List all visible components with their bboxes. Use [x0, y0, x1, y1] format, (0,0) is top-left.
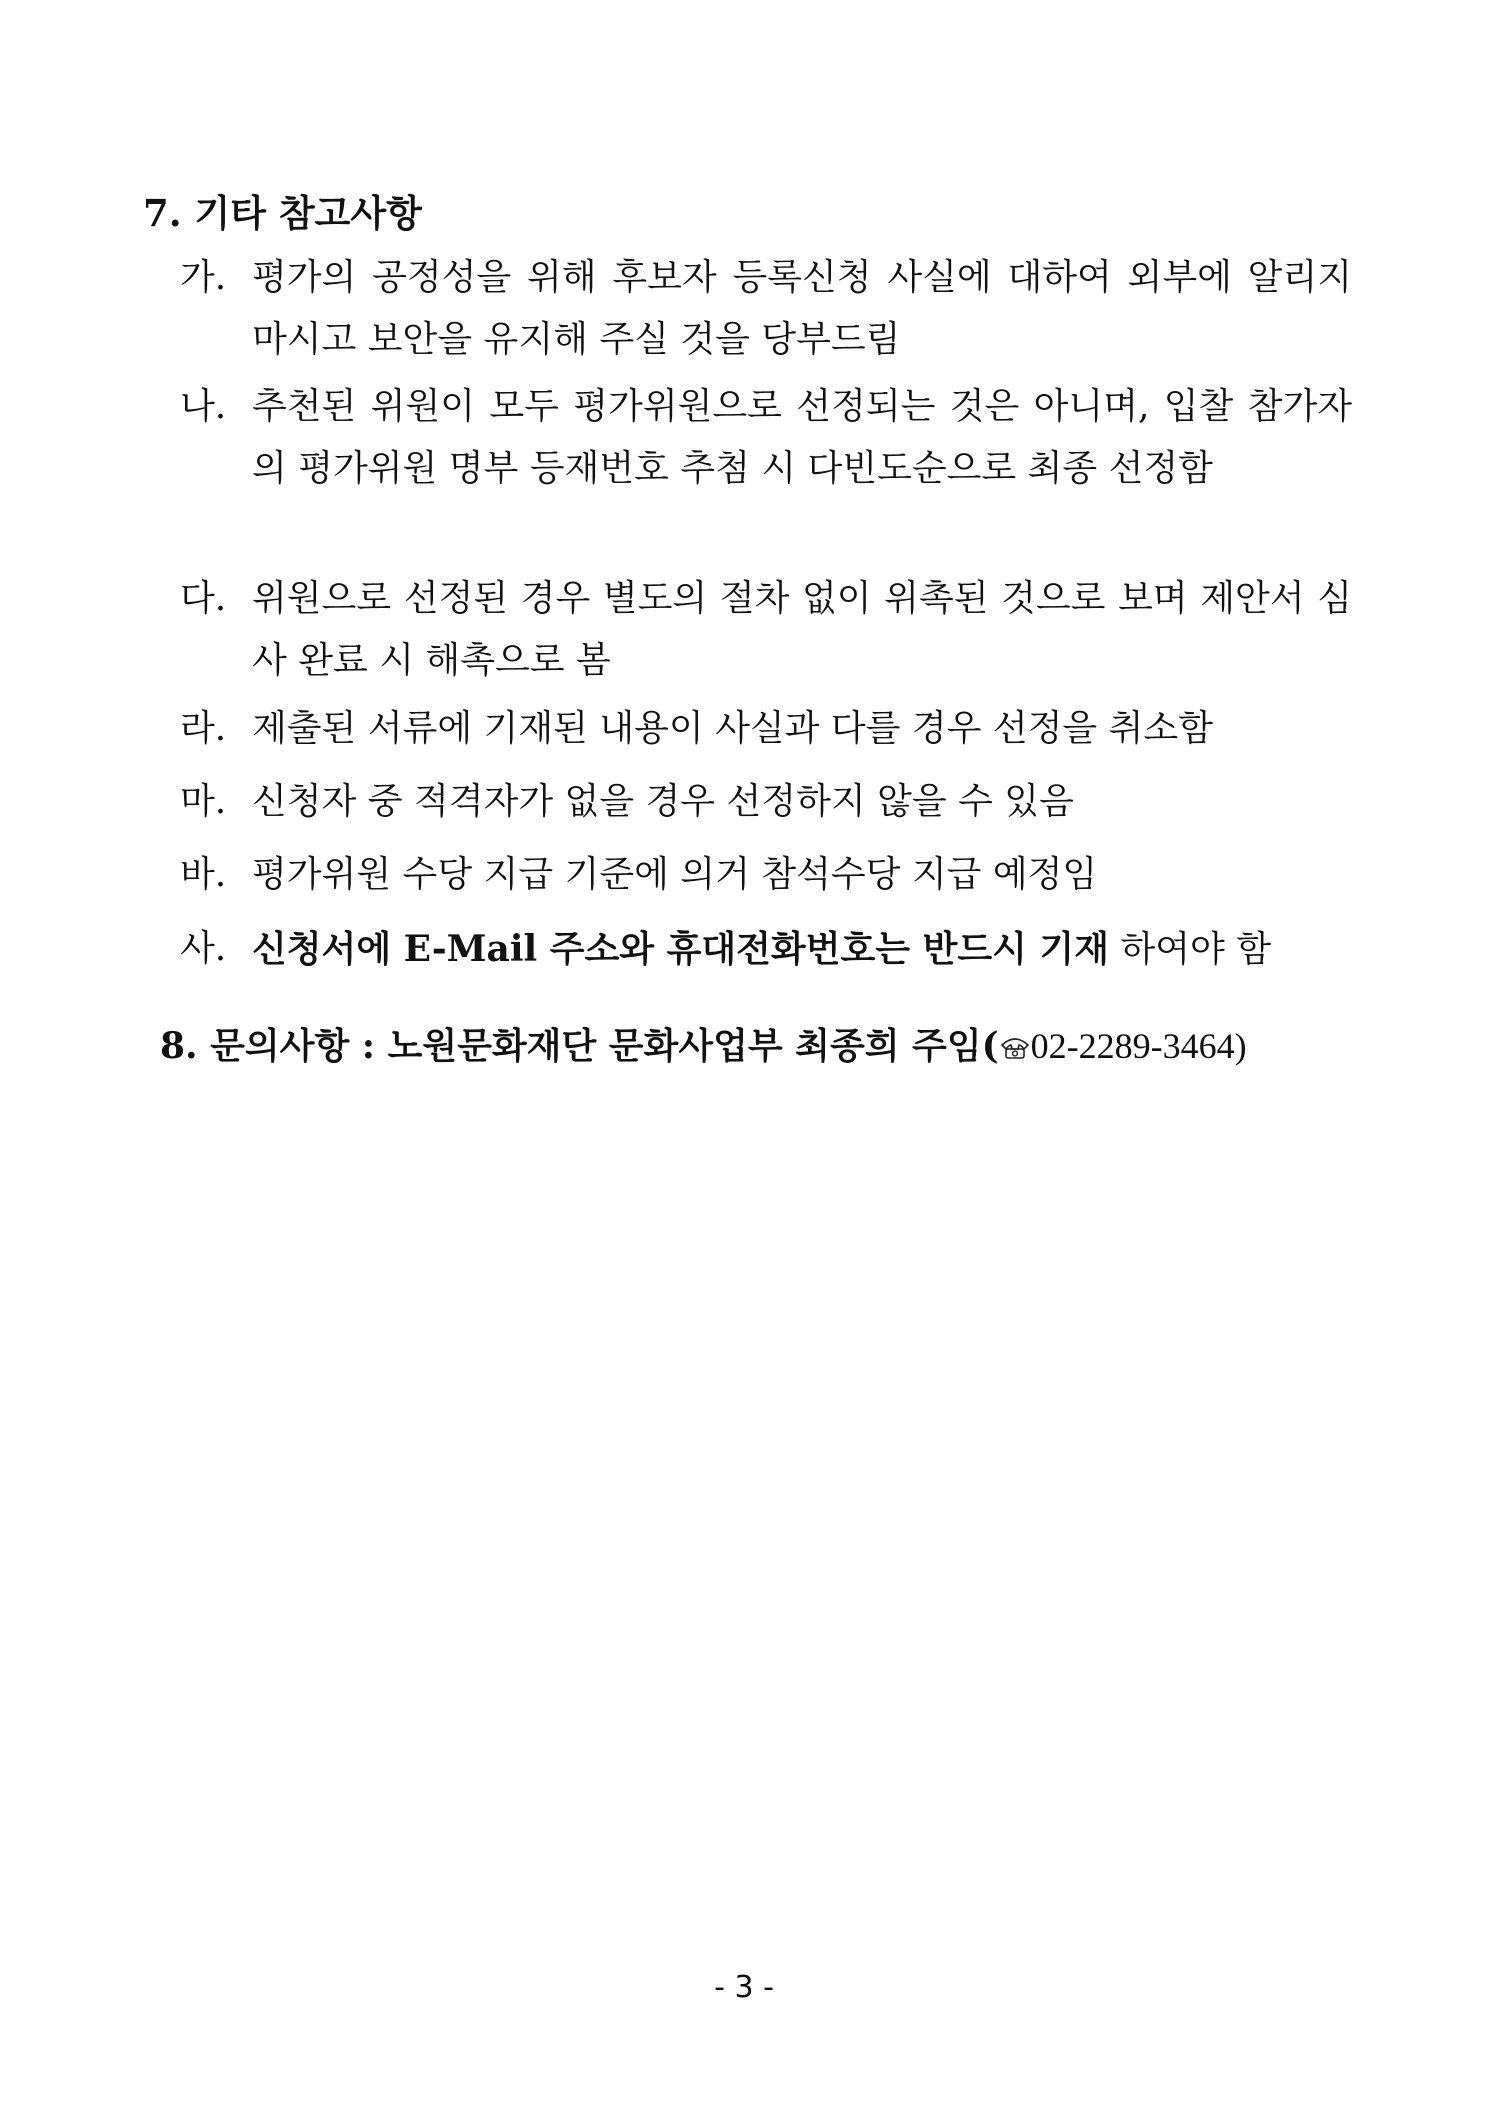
section-8-contact [160, 1018, 1247, 1069]
list-item-ba [180, 844, 1352, 906]
list-item-sa [180, 918, 1352, 981]
item-marker: 마. [180, 781, 227, 822]
item-text-bold: 신청서에 E-Mail 주소와 휴대전화번호는 반드시 기재 [252, 928, 1109, 970]
item-text [252, 918, 1352, 981]
list-item-da [180, 568, 1352, 692]
section-7-title: 7. 기타 참고사항 [143, 191, 422, 235]
item-marker: 사. [180, 928, 227, 969]
item-text: 평가위원 수당 지급 기준에 의거 참석수당 지급 예정임 [252, 854, 1098, 895]
item-text: 추천된 위원이 모두 평가위원으로 선정되는 것은 아니며, 입찰 참가자의 평가위원 명부 등재번호 추첨 시 다빈도순으로 최종 선정함 [252, 386, 1352, 489]
item-marker: 가. [180, 257, 227, 298]
item-text: 위원으로 선정된 경우 별도의 절차 없이 위촉된 것으로 보며 제안서 심사 완료 시 해촉으로 봄 [252, 578, 1352, 681]
list-item-ra [180, 698, 1352, 760]
contact-close: ) [1234, 1026, 1247, 1066]
item-marker: 다. [180, 578, 227, 619]
list-item-na [180, 376, 1352, 500]
item-marker: 나. [180, 386, 227, 427]
phone-icon [999, 1027, 1031, 1053]
item-text: 제출된 서류에 기재된 내용이 사실과 다를 경우 선정을 취소함 [252, 708, 1213, 749]
item-marker: 라. [180, 708, 227, 749]
item-text: 평가의 공정성을 위해 후보자 등록신청 사실에 대하여 외부에 알리지 마시고 보안을 유지해 주실 것을 당부드림 [252, 257, 1352, 360]
page-number: - 3 - [714, 1970, 774, 2005]
item-text: 신청자 중 적격자가 없을 경우 선정하지 않을 수 있음 [252, 781, 1074, 822]
list-item-ga [180, 247, 1352, 371]
contact-phone: 02-2289-3464 [1030, 1026, 1235, 1066]
contact-label: 8. 문의사항 : 노원문화재단 문화사업부 최종희 주임( [160, 1025, 999, 1067]
list-item-ma [180, 771, 1352, 833]
item-text-rest: 하여야 함 [1120, 929, 1272, 970]
item-marker: 바. [180, 854, 227, 895]
